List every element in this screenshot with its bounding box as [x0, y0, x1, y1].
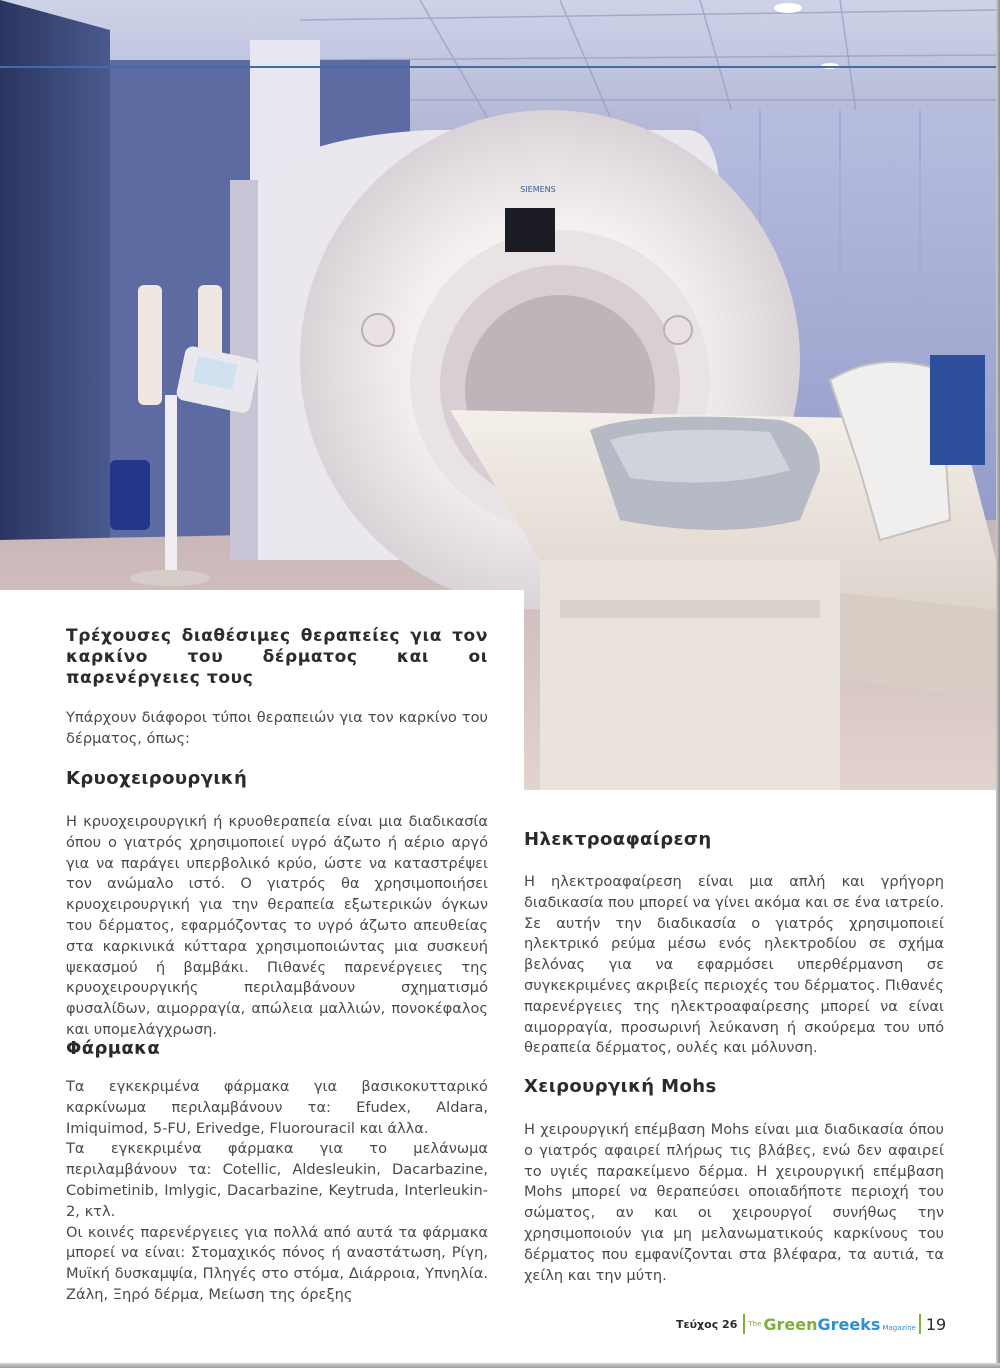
logo-the: The [748, 1320, 762, 1328]
section-heading-drugs: Φάρμακα [66, 1038, 161, 1059]
paragraph-electrodesiccation: Η ηλεκτροαφαίρεση είναι μια απλή και γρήγορη διαδικασία που μπορεί να γίνει ακόμα και σε ένα ιατρείο. Σε αυτήν την διαδικασία ο γιατρός χρησιμοποιεί ηλεκτρικό ρεύμα μέσω ενός ηλεκτροδίου σε σχήμα βελόνας για να εφαρμόσει υπερθέρμανση σε συγκεκριμένες ακριβείς περιοχές του δέρματος. Πιθανές παρενέργειες της ηλεκτροαφαίρεσης μπορεί να είναι αιμορραγία, προσωρινή λεύκανση ή σκούρεμα του υπό θεραπεία δέρματος, ουλές και μόλυνση. [524, 873, 944, 1057]
page-edge [0, 1363, 1000, 1368]
paragraph-cryosurgery: Η κρυοχειρουργική ή κρυοθεραπεία είναι μια διαδικασία όπου ο γιατρός χρησιμοποιεί υγρό άζωτο ή αέριο αργό για να παράγει υπερβολικό κρύο, ώστε να καταστρέψει τον ανώμαλο ιστό. Ο γιατρός θα χρησιμοποιήσει κρυοχειρουργική για την θεραπεία εξωτερικών όγκων του δέρματος, εφαρμόζοντας το υγρό άζωτο απευθείας στα καρκινικά κύτταρα χρησιμοποιώντας μια συσκευή ψεκασμού ή βαμβάκι. Πιθανές παρενέργειες της κρυοχειρουργικής περιλαμβάνουν σχηματισμό φυσαλίδων, αιμορραγία, απώλεια μαλλιών, πονοκέφαλος και υπομελάγχρωση. [66, 813, 488, 1038]
section-drugs [66, 1038, 488, 1060]
section-cryosurgery-body [66, 812, 488, 1041]
paragraph-mohs: Η χειρουργική επέμβαση Mohs είναι μια διαδικασία όπου ο γιατρός αφαιρεί πλήρως τις βλάβες, ενώ δεν αφαιρεί το υγιές παρακείμενο δέρμα. Η χειρουργική επέμβαση Mohs μπορεί να θεραπεύσει οποιαδήποτε περιοχή του σώματος, αν και οι χειρουργοί συνήθως την χρησιμοποιούν για μη μελανωματικούς καρκίνους του δέρματος που εμφανίζονται στα βλέφαρα, τα αυτιά, τα χείλη και την μύτη. [524, 1121, 944, 1284]
section-drugs-body [66, 1077, 488, 1306]
text-panel-background [0, 590, 524, 790]
logo-greeks: Greeks [817, 1314, 881, 1334]
article-intro: Υπάρχουν διάφοροι τύποι θεραπειών για τον καρκίνο του δέρματος, όπως: [66, 709, 488, 747]
issue-number: Τεύχος 26 [676, 1317, 738, 1331]
footer-divider [743, 1314, 745, 1334]
logo-magazine: Magazine [882, 1324, 916, 1332]
section-heading-electrodesiccation: Ηλεκτροαφαίρεση [524, 829, 712, 850]
article-title: Τρέχουσες διαθέσιμες θεραπείες για τον καρκίνο του δέρματος και οι παρενέργειες τους [66, 626, 488, 688]
page-edge [996, 0, 1000, 1368]
scanner-brand-label: SIEMENS [520, 185, 556, 194]
footer-divider [919, 1314, 921, 1334]
logo-green: Green [763, 1314, 818, 1334]
section-mohs-body [524, 1120, 944, 1286]
section-heading-mohs: Χειρουργική Mohs [524, 1076, 717, 1097]
section-heading-cryosurgery: Κρυοχειρουργική [66, 768, 248, 789]
article-title-block [66, 626, 488, 689]
header-rule [0, 66, 996, 68]
paragraph-drugs-melanoma: Τα εγκεκριμένα φάρμακα για το μελάνωμα περιλαμβάνουν τα: Cotellic, Aldesleukin, Dacarbazine, Cobimetinib, Imlygic, Dacarbazine, Keytruda, Interleukin-2, κτλ. [66, 1140, 488, 1220]
page-number: 19 [925, 1314, 947, 1334]
paragraph-drugs-bcc: Τα εγκεκριμένα φάρμακα για βασικοκυτταρικό καρκίνωμα περιλαμβάνουν τα: Efudex, Aldara, Imiquimod, 5-FU, Erivedge, Fluorouracil και άλλα. [66, 1078, 488, 1137]
section-electrodesiccation [524, 829, 944, 851]
paragraph-drugs-side-effects: Οι κοινές παρενέργειες για πολλά από αυτά τα φάρμακα μπορεί να είναι: Στομαχικός πόνος ή αναστάτωση, Ρίγη, Μυϊκή δυσκαμψία, Πληγές στο στόμα, Διάρροια, Υπνηλία. Ζάλη, Ξηρό δέρμα, Μείωση της όρεξης [66, 1223, 488, 1303]
section-mohs [524, 1076, 944, 1098]
page-footer [676, 1312, 946, 1336]
section-electrodesiccation-body [524, 872, 944, 1059]
article-intro-block [66, 708, 488, 750]
section-cryosurgery [66, 768, 488, 790]
